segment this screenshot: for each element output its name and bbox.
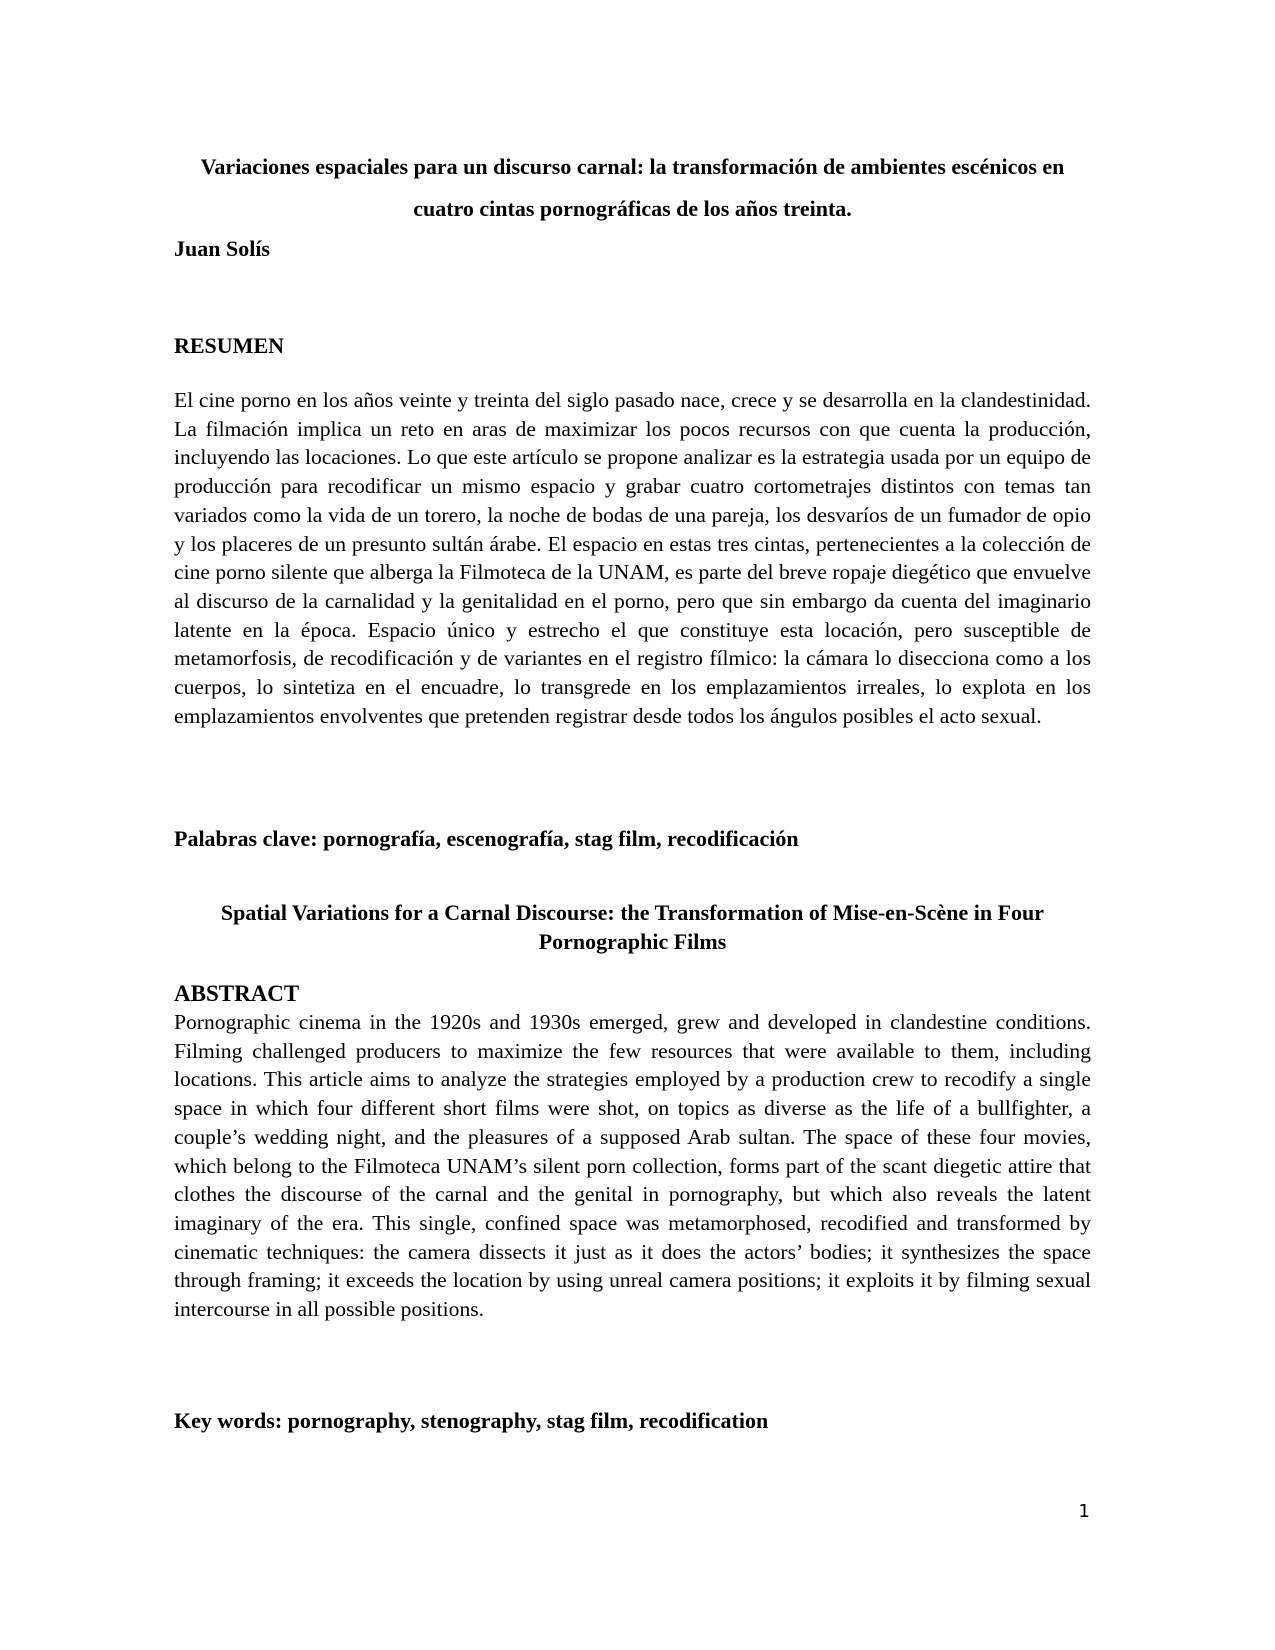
key-words: Key words: pornography, stenography, stag film, recodification <box>174 1408 769 1433</box>
author-name: Juan Solís <box>174 236 270 261</box>
resumen-heading: RESUMEN <box>174 333 285 358</box>
english-title: Spatial Variations for a Carnal Discourse: the Transformation of Mise-en-Scène in Four Pornographic Films <box>220 900 1045 954</box>
palabras-clave: Palabras clave: pornografía, escenografía, stag film, recodificación <box>174 826 799 851</box>
spanish-title: Variaciones espaciales para un discurso carnal: la transformación de ambientes escénicos en cuatro cintas pornográficas de los años treinta. <box>200 154 1065 221</box>
page-number: 1 <box>1078 1501 1090 1522</box>
abstract-heading: ABSTRACT <box>174 981 300 1006</box>
abstract-paragraph: Pornographic cinema in the 1920s and 1930s emerged, grew and developed in clandestine conditions. Filming challenged producers to maximize the few resources that were available to them, including locations. This article aims to analyze the strategies employed by a production crew to recodify a single space in which four different short films were shot, on topics as diverse as the life of a bullfighter, a couple’s wedding night, and the pleasures of a supposed Arab sultan. The space of these four movies, which belong to the Filmoteca UNAM’s silent porn collection, forms part of the scant diegetic attire that clothes the discourse of the carnal and the genital in pornography, but which also reveals the latent imaginary of the era. This single, confined space was metamorphosed, recodified and transformed by cinematic techniques: the camera dissects it just as it does the actors’ bodies; it synthesizes the space through framing; it exceeds the location by using unreal camera positions; it exploits it by filming sexual intercourse in all possible positions. <box>174 1010 1091 1322</box>
resumen-paragraph: El cine porno en los años veinte y treinta del siglo pasado nace, crece y se desarrolla en la clandestinidad. La filmación implica un reto en aras de maximizar los pocos recursos con que cuenta la producción, incluyendo las locaciones. Lo que este artículo se propone analizar es la estrategia usada por un equipo de producción para recodificar un mismo espacio y grabar cuatro cortometrajes distintos con temas tan variados como la vida de un torero, la noche de bodas de una pareja, los desvaríos de un fumador de opio y los placeres de un presunto sultán árabe. El espacio en estas tres cintas, pertenecientes a la colección de cine porno silente que alberga la Filmoteca de la UNAM, es parte del breve ropaje diegético que envuelve al discurso de la carnalidad y la genitalidad en el porno, pero que sin embargo da cuenta del imaginario latente en la época. Espacio único y estrecho el que constituye esta locación, pero susceptible de metamorfosis, de recodificación y de variantes en el registro fílmico: la cámara lo disecciona como a los cuerpos, lo sintetiza en el encuadre, lo transgrede en los emplazamientos irreales, lo explota en los emplazamientos envolventes que pretenden registrar desde todos los ángulos posibles el acto sexual. <box>174 388 1091 728</box>
